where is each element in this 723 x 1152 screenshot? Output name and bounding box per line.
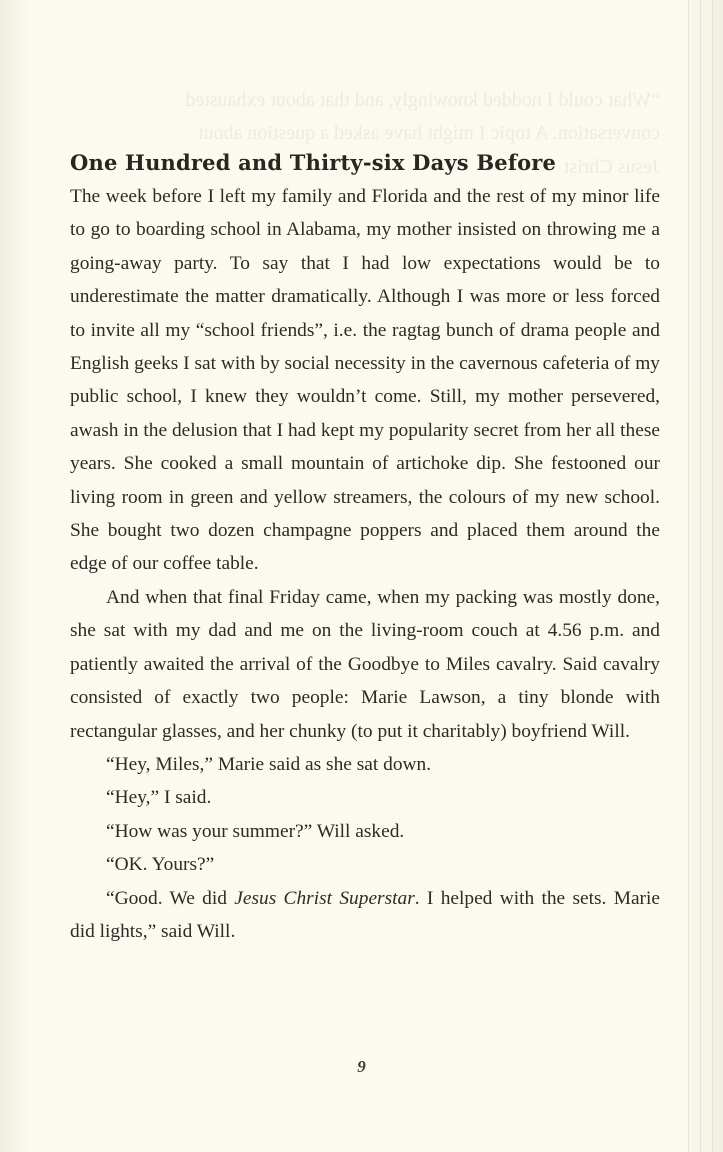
dialogue-line: “Hey,” I said. <box>106 787 212 809</box>
chapter-heading: One Hundred and Thirty-six Days Before <box>70 150 557 175</box>
dialogue-line <box>70 882 660 949</box>
bleed-through-line: Jesus Christ <box>563 155 660 178</box>
paragraph: And when that final Friday came, when my packing was mostly done, she sat with my dad and me on the living-room couch at 4.56 p.m. and patiently awaited the arrival of the Goodbye to Miles cavalry. Said cavalry consisted of exactly two people: Marie Lawson, a tiny blonde with rectangular glasses, and her chunky (to put it charitably) boyfriend Will. <box>70 586 660 742</box>
dialogue-text: “Good. We did <box>106 887 235 909</box>
dialogue-line: “OK. Yours?” <box>106 854 215 876</box>
page-edge-line <box>688 0 689 1152</box>
dialogue-text: . I helped with the sets. Marie did lights,” said Will. <box>70 887 660 942</box>
dialogue-line: “How was your summer?” Will asked. <box>106 820 405 842</box>
show-title: Jesus Christ Superstar <box>234 887 415 909</box>
paragraph: The week before I left my family and Florida and the rest of my minor life to go to boarding school in Alabama, my mother insisted on throwing me a going-away party. To say that I had low expectations would be to underestimate the matter dramatically. Although I was more or less forced to invite all my “school friends”, i.e. the ragtag bunch of drama people and English geeks I sat with by social necessity in the cavernous cafeteria of my public school, I knew they wouldn’t come. Still, my mother persevered, awash in the delusion that I had kept my popularity secret from her all these years. She cooked a small mountain of artichoke dip. She festooned our living room in green and yellow streamers, the colours of my new school. She bought two dozen champagne poppers and placed them around the edge of our coffee table. <box>70 186 660 575</box>
dialogue-line: “Hey, Miles,” Marie said as she sat down. <box>106 753 432 775</box>
page-edge-line <box>712 0 713 1152</box>
bleed-through-line: “What could I nodded knowingly, and that about exhausted <box>185 89 660 111</box>
page-content <box>70 148 660 948</box>
page-edge-line <box>700 0 701 1152</box>
bleed-through-line: conversation. A topic I might have asked a question about <box>197 122 660 145</box>
page-number: 9 <box>357 1057 366 1076</box>
